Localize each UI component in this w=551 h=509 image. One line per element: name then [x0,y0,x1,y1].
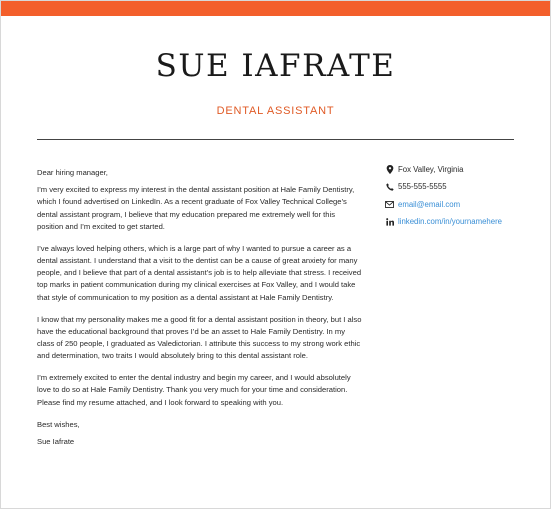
letter-paragraph-4: I’m extremely excited to enter the dental industry and begin my career, and I would absolutely love to do so at Hale Family Dentistry. Thank you very much for your time and consideration. Please find my resume attached, and I look forward to speaking with you. [37,373,351,407]
contact-phone [385,181,545,193]
letter-body [37,167,363,458]
contact-panel [385,163,545,233]
contact-phone-text: 555-555-5555 [398,182,447,191]
contact-linkedin[interactable] [385,216,545,228]
contact-location [385,163,545,175]
letter-greeting: Dear hiring manager, [37,168,108,177]
letter-paragraph-2: I’ve always loved helping others, which is a large part of why I wanted to pursue a career as a dental assistant. I understand that a visit to the dentist can be a cause of great anxiety for many people, and I believe that part of a dental assistant’s job is to help alleviate that stress. I received top marks in patient communication during my clinical exercises at Fox Valley, and I would take that style of communication to my position as a dental assistant at Hale Family Dentistry. [37,243,362,302]
letter-paragraph-1: I’m very excited to express my interest in the dental assistant position at Hale Family Dentistry, which I found advertised on LinkedIn. As a recent graduate of Fox Valley Technical College’s dental assistant program, I believe that my education prepared me extremely well for this position and I’m excited to get started. [37,185,355,231]
letter-signature: Sue Iafrate [37,436,75,446]
contact-location-text: Fox Valley, Virginia [398,164,464,174]
letter-closing: Best wishes, [37,419,80,429]
letter-paragraph-3: I know that my personality makes me a good fit for a dental assistant position in theory, but I also have the educational background that proves I’d be an asset to Hale Family Dentistry. In my class of 250 people, I graduated as Valedictorian. I attribute this success to my strong work ethic and determination, two traits I would absolutely bring to this dental assistant role. [37,314,362,361]
accent-top-bar [1,1,550,16]
email-icon [385,200,394,209]
header-divider [37,139,514,140]
applicant-role: DENTAL ASSISTANT [216,105,335,117]
applicant-name: SUE IAFRATE [155,48,396,84]
linkedin-icon [385,217,394,226]
contact-linkedin-link[interactable]: linkedin.com/in/yournamehere [398,217,503,226]
contact-email[interactable] [385,198,545,210]
location-pin-icon [385,165,394,174]
contact-email-link[interactable]: email@email.com [398,199,461,209]
phone-icon [385,182,394,191]
